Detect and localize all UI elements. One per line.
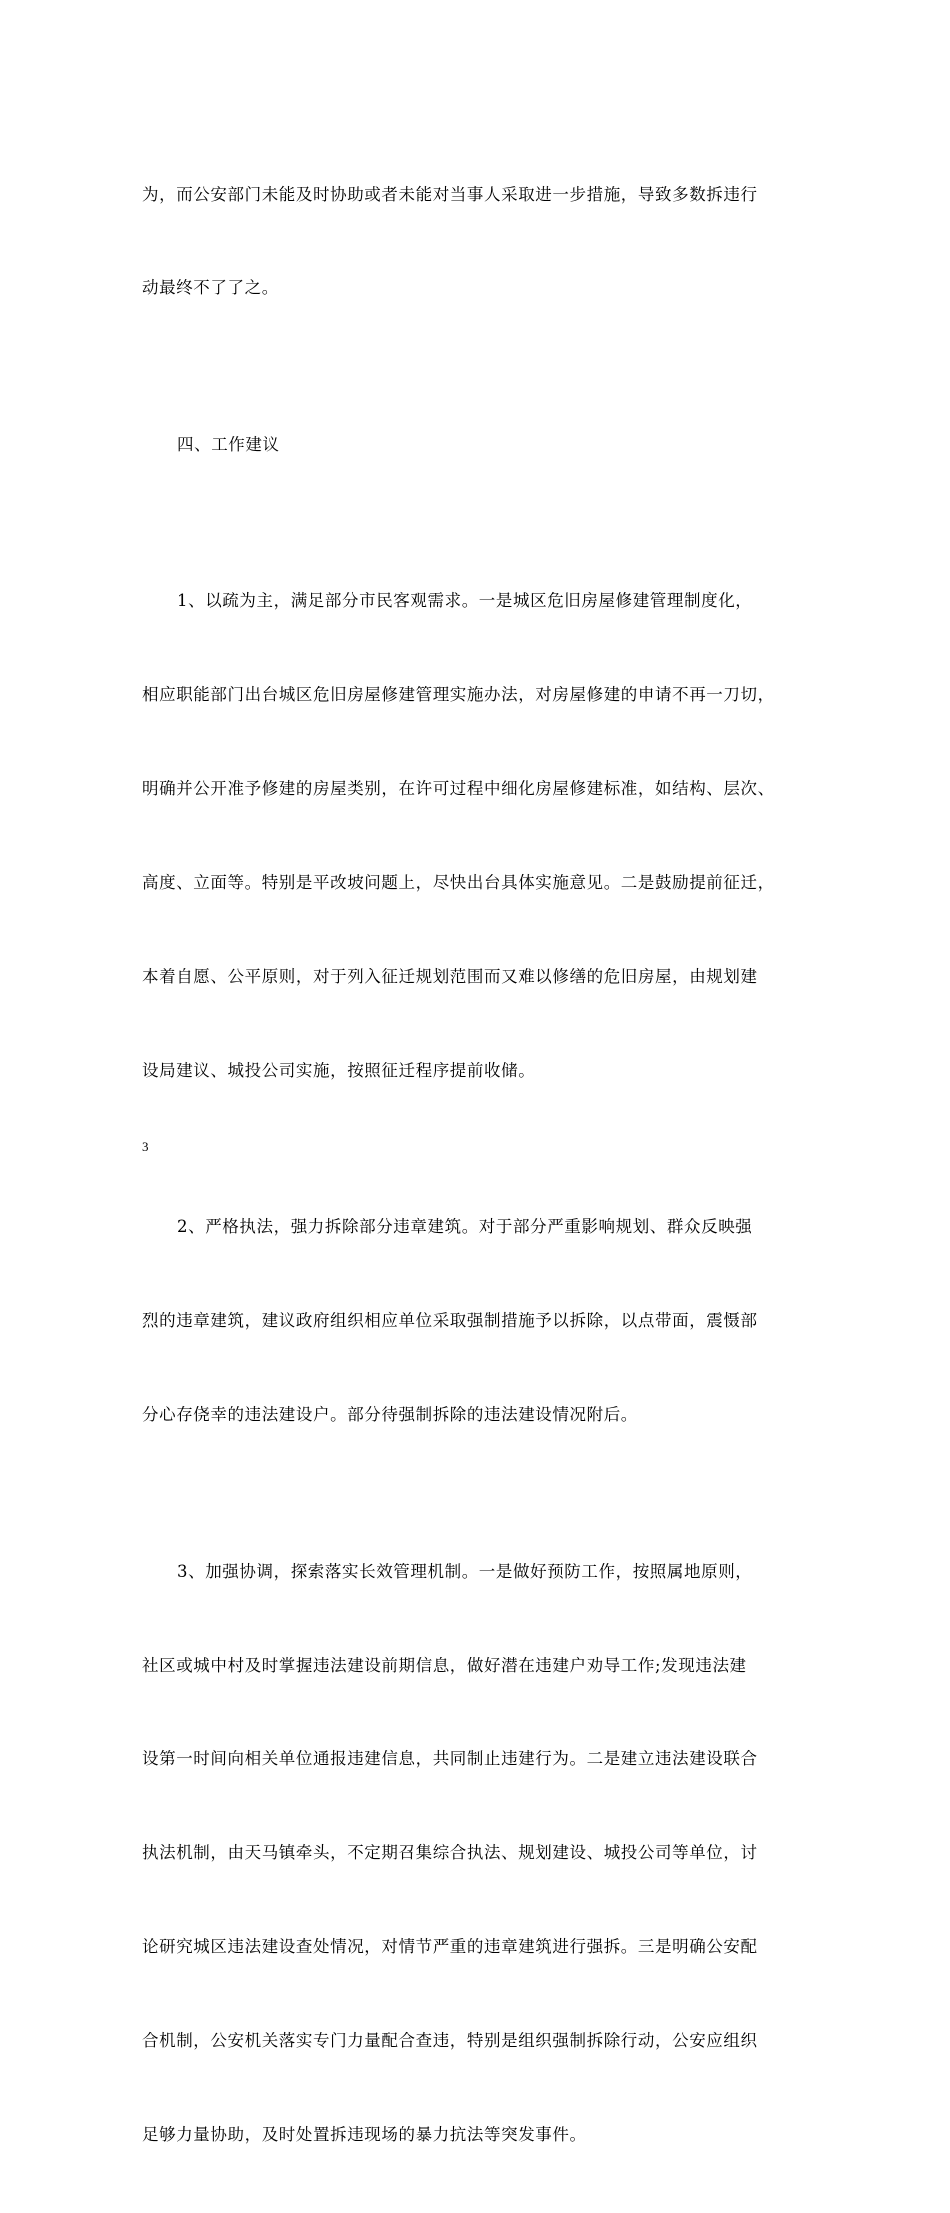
page-number: 3 — [142, 1139, 149, 1154]
text-line: 设局建议、城投公司实施，按照征迁程序提前收储。 — [142, 1060, 536, 1080]
text-line: 社区或城中村及时掌握违法建设前期信息，做好潜在违建户劝导工作;发现违法建 — [142, 1655, 747, 1675]
section-heading-text: 四、工作建议 — [177, 434, 280, 454]
text-line: 分心存侥幸的违法建设户。部分待强制拆除的违法建设情况附后。 — [142, 1405, 638, 1425]
text-line: 1、以疏为主，满足部分市民客观需求。一是城区危旧房屋修建管理制度化， — [177, 591, 753, 611]
text-line: 明确并公开准予修建的房屋类别，在许可过程中细化房屋修建标准，如结构、层次、 — [142, 779, 775, 799]
text-line: 动最终不了了之。 — [142, 278, 279, 298]
text-line: 相应职能部门出台城区危旧房屋修建管理实施办法，对房屋修建的申请不再一刀切， — [142, 685, 775, 705]
document-body — [142, 116, 822, 2213]
text-line: 高度、立面等。特别是平改坡问题上，尽快出台具体实施意见。二是鼓励提前征迁， — [142, 873, 775, 893]
paragraph-suggestion-1 — [142, 523, 822, 1149]
section-heading — [142, 366, 822, 522]
text-line: 本着自愿、公平原则，对于列入征迁规划范围而又难以修缮的危旧房屋，由规划建 — [142, 967, 758, 987]
text-line: 执法机制，由天马镇牵头，不定期召集综合执法、规划建设、城投公司等单位，讨 — [142, 1843, 758, 1863]
paragraph-continuation — [142, 116, 822, 366]
text-line: 为，而公安部门未能及时协助或者未能对当事人采取进一步措施，导致多数拆违行 — [142, 184, 758, 204]
text-line: 足够力量协助，及时处置拆违现场的暴力抗法等突发事件。 — [142, 2125, 587, 2144]
paragraph-suggestion-3 — [142, 1493, 822, 2213]
text-line: 烈的违章建筑，建议政府组织相应单位采取强制措施予以拆除，以点带面，震慑部 — [142, 1311, 758, 1331]
text-line: 3、加强协调，探索落实长效管理机制。一是做好预防工作，按照属地原则， — [177, 1561, 753, 1581]
text-line: 2、严格执法，强力拆除部分违章建筑。对于部分严重影响规划、群众反映强 — [177, 1217, 753, 1237]
paragraph-suggestion-2 — [142, 1149, 822, 1493]
text-line: 合机制，公安机关落实专门力量配合查违，特别是组织强制拆除行动，公安应组织 — [142, 2031, 758, 2051]
text-line: 设第一时间向相关单位通报违建信息，共同制止违建行为。二是建立违法建设联合 — [142, 1749, 758, 1769]
text-line: 论研究城区违法建设查处情况，对情节严重的违章建筑进行强拆。三是明确公安配 — [142, 1937, 758, 1957]
